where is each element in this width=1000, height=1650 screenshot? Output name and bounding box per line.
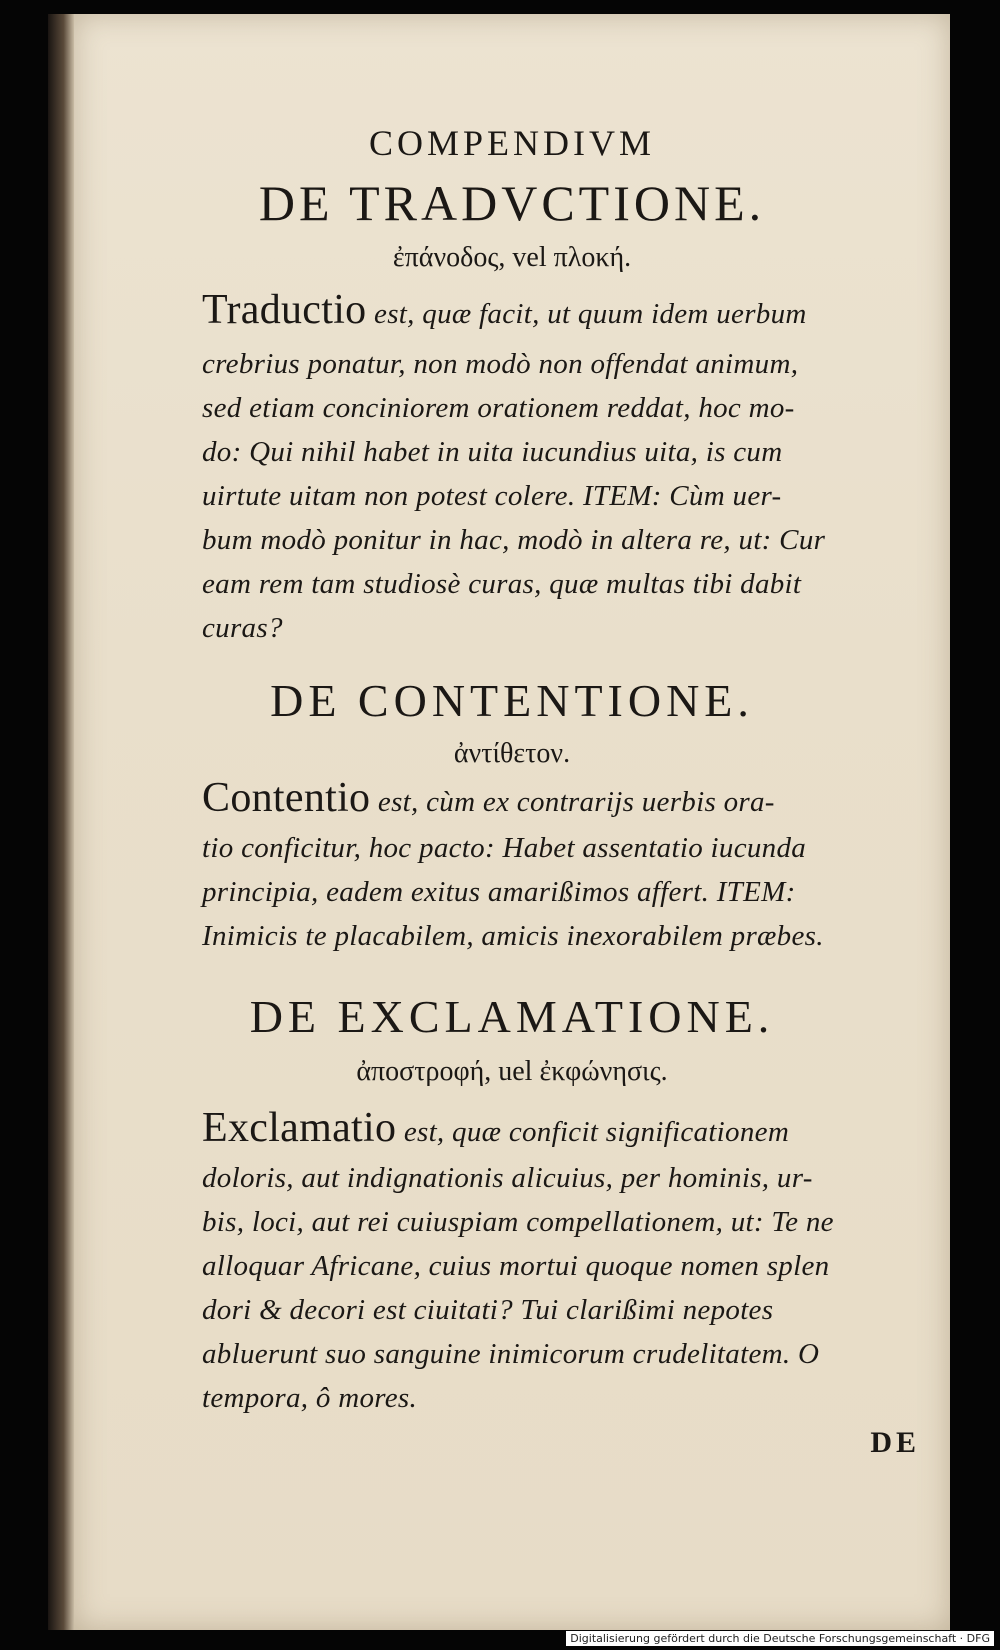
heading-traductione: DE TRADVCTIONE. — [258, 175, 766, 231]
catchword: DE — [870, 1426, 920, 1459]
exclamatio-line-6: abluerunt suo sanguine inimicorum crudelitatem. O — [202, 1338, 820, 1370]
contentio-line-4: Inimicis te placabilem, amicis inexorabilem præbes. — [202, 920, 824, 952]
traductio-drop-word: Traductio — [202, 287, 367, 333]
exclamatio-drop-word: Exclamatio — [202, 1105, 397, 1151]
traductio-line-3: sed etiam conciniorem orationem reddat, hoc mo- — [202, 392, 795, 424]
exclamatio-line-4: alloquar Africane, cuius mortui quoque nomen splen — [202, 1250, 830, 1282]
traductio-line-1 — [202, 286, 938, 334]
digitization-credit: Digitalisierung gefördert durch die Deutsche Forschungsgemeinschaft · DFG — [566, 1631, 994, 1646]
contentio-line-2: tio conficitur, hoc pacto: Habet assentatio iucunda — [202, 832, 807, 864]
traductio-line-2: crebrius ponatur, non modò non offendat animum, — [202, 348, 799, 380]
traductio-line-7: eam rem tam studiosè curas, quæ multas tibi dabit — [202, 568, 802, 600]
traductio-line-4: do: Qui nihil habet in uita iucundius uita, is cum — [202, 436, 783, 468]
greek-exclamatione: ἀποστροφή, uel ἐκφώνησις. — [356, 1056, 668, 1087]
running-title: COMPENDIVM — [368, 123, 656, 163]
exclamatio-line-1 — [202, 1104, 938, 1152]
greek-contentione: ἀντίθετον. — [453, 738, 571, 769]
contentio-text-1: est, cùm ex contrarijs uerbis ora- — [370, 786, 775, 818]
contentio-line-1 — [202, 774, 938, 822]
exclamatio-line-3: bis, loci, aut rei cuiuspiam compellationem, ut: Te ne — [202, 1206, 834, 1238]
heading-exclamatione: DE EXCLAMATIONE. — [249, 991, 775, 1042]
exclamatio-text-1: est, quæ conficit significationem — [396, 1116, 790, 1148]
contentio-line-3: principia, eadem exitus amarißimos affert. ITEM: — [202, 876, 796, 908]
contentio-drop-word: Contentio — [202, 775, 371, 821]
heading-contentione: DE CONTENTIONE. — [270, 675, 754, 726]
exclamatio-line-5: dori & decori est ciuitati? Tui clarißimi nepotes — [202, 1294, 774, 1326]
traductio-line-5: uirtute uitam non potest colere. ITEM: Cùm uer- — [202, 480, 782, 512]
book-page — [74, 14, 950, 1630]
traductio-line-8: curas? — [202, 612, 283, 644]
traductio-line-6: bum modò ponitur in hac, modò in altera re, ut: Cur — [202, 524, 826, 556]
book-gutter — [48, 14, 74, 1630]
exclamatio-line-2: doloris, aut indignationis alicuius, per hominis, ur- — [202, 1162, 813, 1194]
greek-traductione: ἐπάνοδος, vel πλοκή. — [392, 242, 632, 273]
traductio-text-1: est, quæ facit, ut quum idem uerbum — [366, 298, 807, 330]
exclamatio-line-7: tempora, ô mores. — [202, 1382, 418, 1414]
